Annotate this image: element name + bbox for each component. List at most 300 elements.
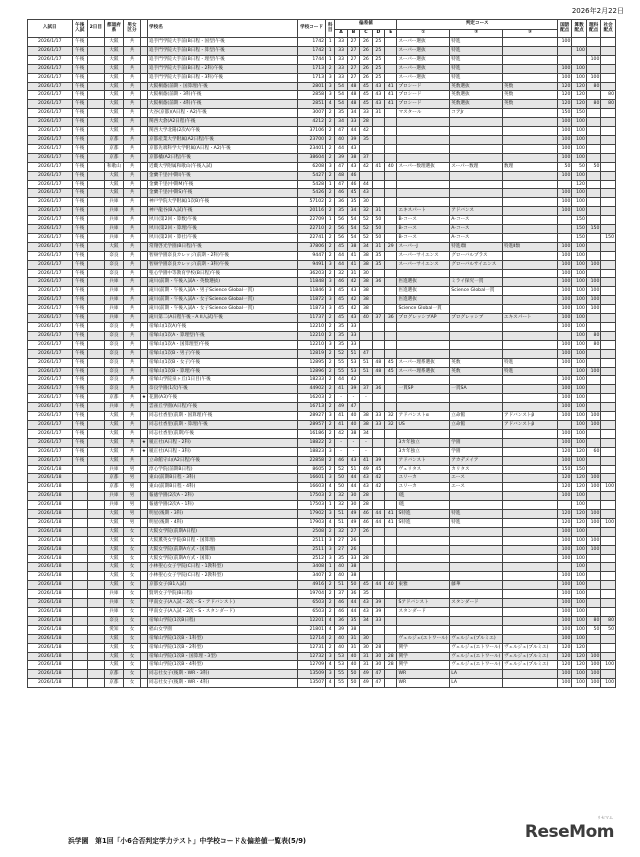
cell-judge-1 <box>397 527 450 536</box>
cell-date: 2026/1/17 <box>28 189 73 198</box>
cell-school: 追手門学院大手前(B日程・理型)午後 <box>148 55 298 64</box>
cell-mark <box>140 162 147 171</box>
table-row <box>28 412 616 421</box>
cell-judge-1: ヴェルジェ(エトワール) <box>397 634 450 643</box>
cell-day2 <box>88 625 105 634</box>
cell-dev-e <box>385 483 397 492</box>
cell-pref: 奈良 <box>104 385 124 394</box>
cell-day2 <box>88 144 105 153</box>
cell-dev-e <box>385 536 397 545</box>
cell-dev-b: - <box>347 438 359 447</box>
cell-pt-sansu: 150 <box>572 225 586 234</box>
cell-mark <box>140 518 147 527</box>
cell-subj: 3 <box>326 447 335 456</box>
cell-pt-shakai <box>601 536 616 545</box>
cell-pt-kokugo: 100 <box>557 349 571 358</box>
cell-dev-d: 43 <box>372 91 384 100</box>
cell-gender: 男 <box>124 510 141 519</box>
cell-pt-kokugo: 120 <box>557 652 571 661</box>
cell-dev-e: 41 <box>385 82 397 91</box>
cell-pt-rika <box>586 251 600 260</box>
cell-mark <box>140 296 147 305</box>
cell-dev-a: 45 <box>335 242 347 251</box>
cell-subj: 2 <box>326 599 335 608</box>
cell-pt-kokugo: 100 <box>557 581 571 590</box>
cell-dev-d: 48 <box>372 358 384 367</box>
cell-pt-shakai <box>601 572 616 581</box>
cell-judge-3 <box>503 438 558 447</box>
cell-mark <box>140 251 147 260</box>
cell-subj: 3 <box>326 545 335 554</box>
table-row <box>28 100 616 109</box>
cell-dev-b: 50 <box>347 670 359 679</box>
cell-day2 <box>88 296 105 305</box>
cell-pt-kokugo: 120 <box>557 82 571 91</box>
table-row <box>28 46 616 55</box>
cell-dev-e: 41 <box>385 518 397 527</box>
cell-judge-2: ヴェルジェ(エトワール) <box>450 661 503 670</box>
cell-pt-kokugo <box>557 367 571 376</box>
cell-judge-1 <box>397 536 450 545</box>
cell-judge-3: アドバンストβ <box>503 420 558 429</box>
cell-day2 <box>88 643 105 652</box>
cell-date: 2026/1/18 <box>28 527 73 536</box>
cell-pt-rika <box>586 180 600 189</box>
cell-dev-e: 29 <box>385 242 397 251</box>
cell-dev-b: 45 <box>347 189 359 198</box>
cell-mark <box>140 510 147 519</box>
cell-dev-e <box>385 492 397 501</box>
cell-subj: 4 <box>326 616 335 625</box>
cell-judge-3 <box>503 233 558 242</box>
cell-dev-a: 46 <box>335 608 347 617</box>
cell-pt-sansu: 100 <box>572 501 586 510</box>
cell-code: 12210 <box>298 331 326 340</box>
cell-pt-shakai <box>601 162 616 171</box>
cell-judge-1: スーパー選抜 <box>397 46 450 55</box>
cell-date: 2026/1/18 <box>28 608 73 617</box>
cell-school: 大阪桐蔭(前期・3科)午後 <box>148 91 298 100</box>
cell-day2 <box>88 82 105 91</box>
cell-code: 23700 <box>298 135 326 144</box>
table-row <box>28 296 616 305</box>
cell-school: 大谷(京都)(A日程・A2)午後 <box>148 109 298 118</box>
cell-day2 <box>88 367 105 376</box>
cell-pm: 午後 <box>72 323 88 332</box>
cell-dev-b: 26 <box>347 545 359 554</box>
cell-date: 2026/1/17 <box>28 438 73 447</box>
cell-pt-rika <box>586 127 600 136</box>
cell-code: 2512 <box>298 554 326 563</box>
cell-dev-b: 43 <box>347 314 359 323</box>
cell-day2 <box>88 483 105 492</box>
table-row <box>28 634 616 643</box>
cell-pt-sansu: 100 <box>572 581 586 590</box>
cell-pt-shakai: 80 <box>601 91 616 100</box>
cell-pref: 和歌山 <box>104 162 124 171</box>
cell-subj: 2 <box>326 109 335 118</box>
cell-pm <box>72 518 88 527</box>
cell-dev-b: 47 <box>347 403 359 412</box>
cell-judge-3: ヴェルジェ(プルミエ) <box>503 661 558 670</box>
cell-date: 2026/1/17 <box>28 100 73 109</box>
cell-mark <box>140 55 147 64</box>
cell-dev-e <box>385 590 397 599</box>
cell-school: 関西大倉(A2日程)午後 <box>148 118 298 127</box>
cell-code: 17902 <box>298 510 326 519</box>
cell-code: 3007 <box>298 109 326 118</box>
cell-school: 智辯学園奈良カレッジ(前期・2科)午後 <box>148 251 298 260</box>
cell-pm: 午後 <box>72 314 88 323</box>
cell-pt-kokugo <box>557 216 571 225</box>
cell-pt-rika: 80 <box>586 616 600 625</box>
cell-dev-d <box>372 492 384 501</box>
cell-pm: 午後 <box>72 287 88 296</box>
cell-code: 12895 <box>298 358 326 367</box>
cell-code: 3407 <box>298 572 326 581</box>
cell-dev-a: 53 <box>335 661 347 670</box>
cell-judge-1: WR <box>397 670 450 679</box>
cell-pref: 兵庫 <box>104 599 124 608</box>
cell-dev-a: 42 <box>335 429 347 438</box>
cell-pt-shakai <box>601 349 616 358</box>
cell-date: 2026/1/17 <box>28 91 73 100</box>
cell-judge-2: アカデメイア <box>450 456 503 465</box>
cell-dev-e <box>385 376 397 385</box>
cell-subj: 4 <box>326 625 335 634</box>
cell-pm: 午後 <box>72 367 88 376</box>
cell-dev-e <box>385 634 397 643</box>
cell-pm: 午後 <box>72 305 88 314</box>
cell-subj: 2 <box>326 403 335 412</box>
cell-gender: 共 <box>124 385 141 394</box>
cell-pm: 午後 <box>72 91 88 100</box>
cell-dev-a: 48 <box>335 171 347 180</box>
cell-pref: 大阪 <box>104 661 124 670</box>
cell-dev-d: 44 <box>372 510 384 519</box>
cell-judge-1: アドバンスト <box>397 456 450 465</box>
cell-mark <box>140 278 147 287</box>
cell-dev-c: 31 <box>360 652 372 661</box>
cell-pt-rika: 100 <box>586 518 600 527</box>
cell-dev-e <box>385 127 397 136</box>
cell-dev-b: 27 <box>347 38 359 47</box>
cell-pref: 奈良 <box>104 340 124 349</box>
cell-pm <box>72 545 88 554</box>
cell-dev-c: 38 <box>360 278 372 287</box>
cell-pt-sansu: 100 <box>572 323 586 332</box>
cell-gender: 共 <box>124 171 141 180</box>
cell-mark <box>140 331 147 340</box>
cell-dev-c: 30 <box>360 198 372 207</box>
cell-day2 <box>88 634 105 643</box>
cell-dev-d <box>372 269 384 278</box>
cell-code: 22858 <box>298 456 326 465</box>
cell-date: 2026/1/17 <box>28 376 73 385</box>
cell-judge-1: マスタール <box>397 109 450 118</box>
cell-pref: 兵庫 <box>104 492 124 501</box>
cell-dev-c: 31 <box>360 661 372 670</box>
cell-pt-shakai <box>601 82 616 91</box>
header-judge-1: ① <box>397 30 450 38</box>
cell-pt-sansu: 50 <box>572 162 586 171</box>
cell-date: 2026/1/17 <box>28 456 73 465</box>
cell-judge-1: プログレッシブAP <box>397 314 450 323</box>
cell-code: 12210 <box>298 323 326 332</box>
cell-subj: 2 <box>326 438 335 447</box>
cell-dev-e <box>385 679 397 688</box>
cell-judge-1: エキスパート <box>397 207 450 216</box>
cell-pm <box>72 465 88 474</box>
cell-dev-d: 41 <box>372 162 384 171</box>
cell-dev-d: 50 <box>372 216 384 225</box>
cell-date: 2026/1/17 <box>28 198 73 207</box>
cell-pt-shakai <box>601 394 616 403</box>
cell-subj: 2 <box>326 127 335 136</box>
cell-pt-shakai <box>601 590 616 599</box>
cell-judge-2 <box>450 501 503 510</box>
cell-judge-3 <box>503 64 558 73</box>
cell-pt-rika <box>586 349 600 358</box>
cell-pt-sansu: 100 <box>572 438 586 447</box>
cell-dev-d <box>372 171 384 180</box>
cell-judge-3 <box>503 599 558 608</box>
cell-date: 2026/1/18 <box>28 510 73 519</box>
cell-school: 同志社女子(後期・WR・3科) <box>148 670 298 679</box>
cell-subj: 2 <box>326 367 335 376</box>
cell-date: 2026/1/18 <box>28 599 73 608</box>
cell-pt-shakai <box>601 323 616 332</box>
cell-dev-e <box>385 198 397 207</box>
cell-mark <box>140 661 147 670</box>
cell-mark <box>140 456 147 465</box>
cell-date: 2026/1/17 <box>28 385 73 394</box>
cell-dev-b: 27 <box>347 55 359 64</box>
cell-mark <box>140 242 147 251</box>
cell-pt-shakai <box>601 358 616 367</box>
cell-subj: 2 <box>326 314 335 323</box>
cell-pt-shakai <box>601 198 616 207</box>
cell-date: 2026/1/17 <box>28 233 73 242</box>
cell-judge-1 <box>397 563 450 572</box>
cell-subj: 2 <box>326 590 335 599</box>
cell-dev-e: 28 <box>385 661 397 670</box>
cell-subj: 3 <box>326 91 335 100</box>
cell-pm: 午後 <box>72 38 88 47</box>
cell-pt-kokugo: 100 <box>557 118 571 127</box>
cell-judge-2 <box>450 127 503 136</box>
cell-dev-d <box>372 118 384 127</box>
cell-school: 追手門学院大手前(B日程・2科)午後 <box>148 64 298 73</box>
cell-pt-rika <box>586 109 600 118</box>
cell-dev-a: 32 <box>335 269 347 278</box>
cell-pref: 大阪 <box>104 643 124 652</box>
cell-pt-kokugo: 100 <box>557 590 571 599</box>
cell-mark <box>140 340 147 349</box>
header-day2: 2日目 <box>88 20 105 38</box>
cell-code: 6208 <box>298 162 326 171</box>
cell-pm: 午後 <box>72 225 88 234</box>
cell-judge-3 <box>503 447 558 456</box>
cell-mark <box>140 314 147 323</box>
cell-code: 37106 <box>298 127 326 136</box>
cell-date: 2026/1/17 <box>28 349 73 358</box>
cell-dev-c: 42 <box>360 127 372 136</box>
cell-pt-rika <box>586 608 600 617</box>
cell-date: 2026/1/18 <box>28 572 73 581</box>
cell-dev-d <box>372 563 384 572</box>
cell-dev-d: 48 <box>372 367 384 376</box>
cell-gender: 女 <box>124 590 141 599</box>
cell-mark <box>140 420 147 429</box>
cell-date: 2026/1/17 <box>28 153 73 162</box>
cell-dev-d: 39 <box>372 599 384 608</box>
cell-pref: 大阪 <box>104 82 124 91</box>
cell-dev-e <box>385 46 397 55</box>
table-row <box>28 260 616 269</box>
cell-school: 帝塚山学院(1次B・2科型) <box>148 643 298 652</box>
cell-code: 2511 <box>298 545 326 554</box>
cell-pref: 京都 <box>104 144 124 153</box>
cell-dev-a: 44 <box>335 251 347 260</box>
cell-gender: 女 <box>124 679 141 688</box>
cell-dev-b: 43 <box>347 162 359 171</box>
cell-dev-a: 55 <box>335 367 347 376</box>
cell-pt-shakai <box>601 189 616 198</box>
cell-pt-kokugo: 100 <box>557 64 571 73</box>
cell-pt-rika: 100 <box>586 679 600 688</box>
cell-mark <box>140 492 147 501</box>
cell-pt-sansu: 120 <box>572 100 586 109</box>
cell-judge-2: 藤華 <box>450 581 503 590</box>
cell-pt-kokugo: 100 <box>557 278 571 287</box>
cell-mark <box>140 429 147 438</box>
cell-dev-e <box>385 216 397 225</box>
cell-date: 2026/1/17 <box>28 38 73 47</box>
cell-code: 12210 <box>298 340 326 349</box>
cell-pm: 午後 <box>72 420 88 429</box>
cell-dev-e <box>385 180 397 189</box>
cell-pm: 午後 <box>72 64 88 73</box>
cell-dev-c: 49 <box>360 465 372 474</box>
cell-pref: 大阪 <box>104 429 124 438</box>
cell-pt-kokugo: 100 <box>557 171 571 180</box>
cell-day2 <box>88 590 105 599</box>
cell-subj: 4 <box>326 518 335 527</box>
cell-judge-3: 数理 <box>503 162 558 171</box>
table-row <box>28 251 616 260</box>
cell-mark <box>140 652 147 661</box>
cell-judge-2 <box>450 349 503 358</box>
cell-mark <box>140 554 147 563</box>
cell-pt-rika <box>586 189 600 198</box>
cell-pt-kokugo: 120 <box>557 474 571 483</box>
cell-dev-e <box>385 323 397 332</box>
cell-dev-a: 50 <box>335 474 347 483</box>
cell-dev-a: 33 <box>335 38 347 47</box>
cell-judge-1 <box>397 269 450 278</box>
cell-gender: 男 <box>124 501 141 510</box>
cell-pref: 大阪 <box>104 171 124 180</box>
cell-pt-kokugo: 100 <box>557 135 571 144</box>
cell-day2 <box>88 456 105 465</box>
cell-dev-a: 54 <box>335 100 347 109</box>
cell-dev-a: 44 <box>335 376 347 385</box>
cell-mark <box>140 412 147 421</box>
cell-dev-d: 39 <box>372 456 384 465</box>
cell-dev-a: 45 <box>335 314 347 323</box>
cell-date: 2026/1/17 <box>28 55 73 64</box>
cell-dev-c: 51 <box>360 367 372 376</box>
cell-day2 <box>88 91 105 100</box>
cell-judge-2: エース <box>450 483 503 492</box>
cell-judge-1: 一貫SP <box>397 385 450 394</box>
cell-dev-a: 44 <box>335 144 347 153</box>
cell-school: 滝川(前期・午後入試A・英数選抜) <box>148 278 298 287</box>
cell-day2 <box>88 233 105 242</box>
cell-day2 <box>88 394 105 403</box>
cell-judge-2 <box>450 296 503 305</box>
cell-school: 報徳学園(2次A・1科) <box>148 501 298 510</box>
cell-dev-c <box>360 563 372 572</box>
cell-day2 <box>88 536 105 545</box>
cell-pt-shakai <box>601 153 616 162</box>
cell-code: 16186 <box>298 429 326 438</box>
cell-dev-e <box>385 38 397 47</box>
cell-judge-1: プロシード <box>397 82 450 91</box>
cell-subj: 4 <box>326 661 335 670</box>
cell-pt-rika: 150 <box>586 225 600 234</box>
cell-pt-sansu: 100 <box>572 599 586 608</box>
cell-pm <box>72 670 88 679</box>
cell-pt-rika <box>586 64 600 73</box>
cell-pt-rika <box>586 599 600 608</box>
cell-judge-1: スーパー選抜 <box>397 73 450 82</box>
cell-subj: 1 <box>326 55 335 64</box>
cell-dev-a: 40 <box>335 634 347 643</box>
header-dev-e: E <box>385 30 397 38</box>
cell-judge-1: 東雅 <box>397 581 450 590</box>
cell-dev-e: 32 <box>385 412 397 421</box>
cell-pt-rika <box>586 358 600 367</box>
cell-mark <box>140 207 147 216</box>
cell-dev-c: 34 <box>360 616 372 625</box>
cell-code: 22710 <box>298 225 326 234</box>
cell-pt-sansu: 100 <box>572 492 586 501</box>
cell-gender: 共 <box>124 296 141 305</box>
cell-dev-d: 42 <box>372 483 384 492</box>
cell-dev-b: 44 <box>347 608 359 617</box>
cell-judge-3 <box>503 608 558 617</box>
cell-pt-shakai <box>601 251 616 260</box>
cell-pm <box>72 554 88 563</box>
cell-school: 金蘭千里(中期M)午後 <box>148 180 298 189</box>
cell-pt-sansu: 100 <box>572 572 586 581</box>
cell-pref: 奈良 <box>104 349 124 358</box>
cell-pt-shakai <box>601 429 616 438</box>
cell-code: 13509 <box>298 670 326 679</box>
cell-pt-sansu: 100 <box>572 278 586 287</box>
cell-pt-sansu: 100 <box>572 331 586 340</box>
cell-pt-kokugo: 100 <box>557 634 571 643</box>
table-row <box>28 349 616 358</box>
cell-pt-shakai <box>601 420 616 429</box>
cell-judge-2: ヴェルジェ(プルミエ) <box>450 634 503 643</box>
cell-pt-kokugo: 100 <box>557 599 571 608</box>
cell-code: 12819 <box>298 349 326 358</box>
cell-pt-shakai <box>601 385 616 394</box>
cell-pt-rika: 100 <box>586 55 600 64</box>
